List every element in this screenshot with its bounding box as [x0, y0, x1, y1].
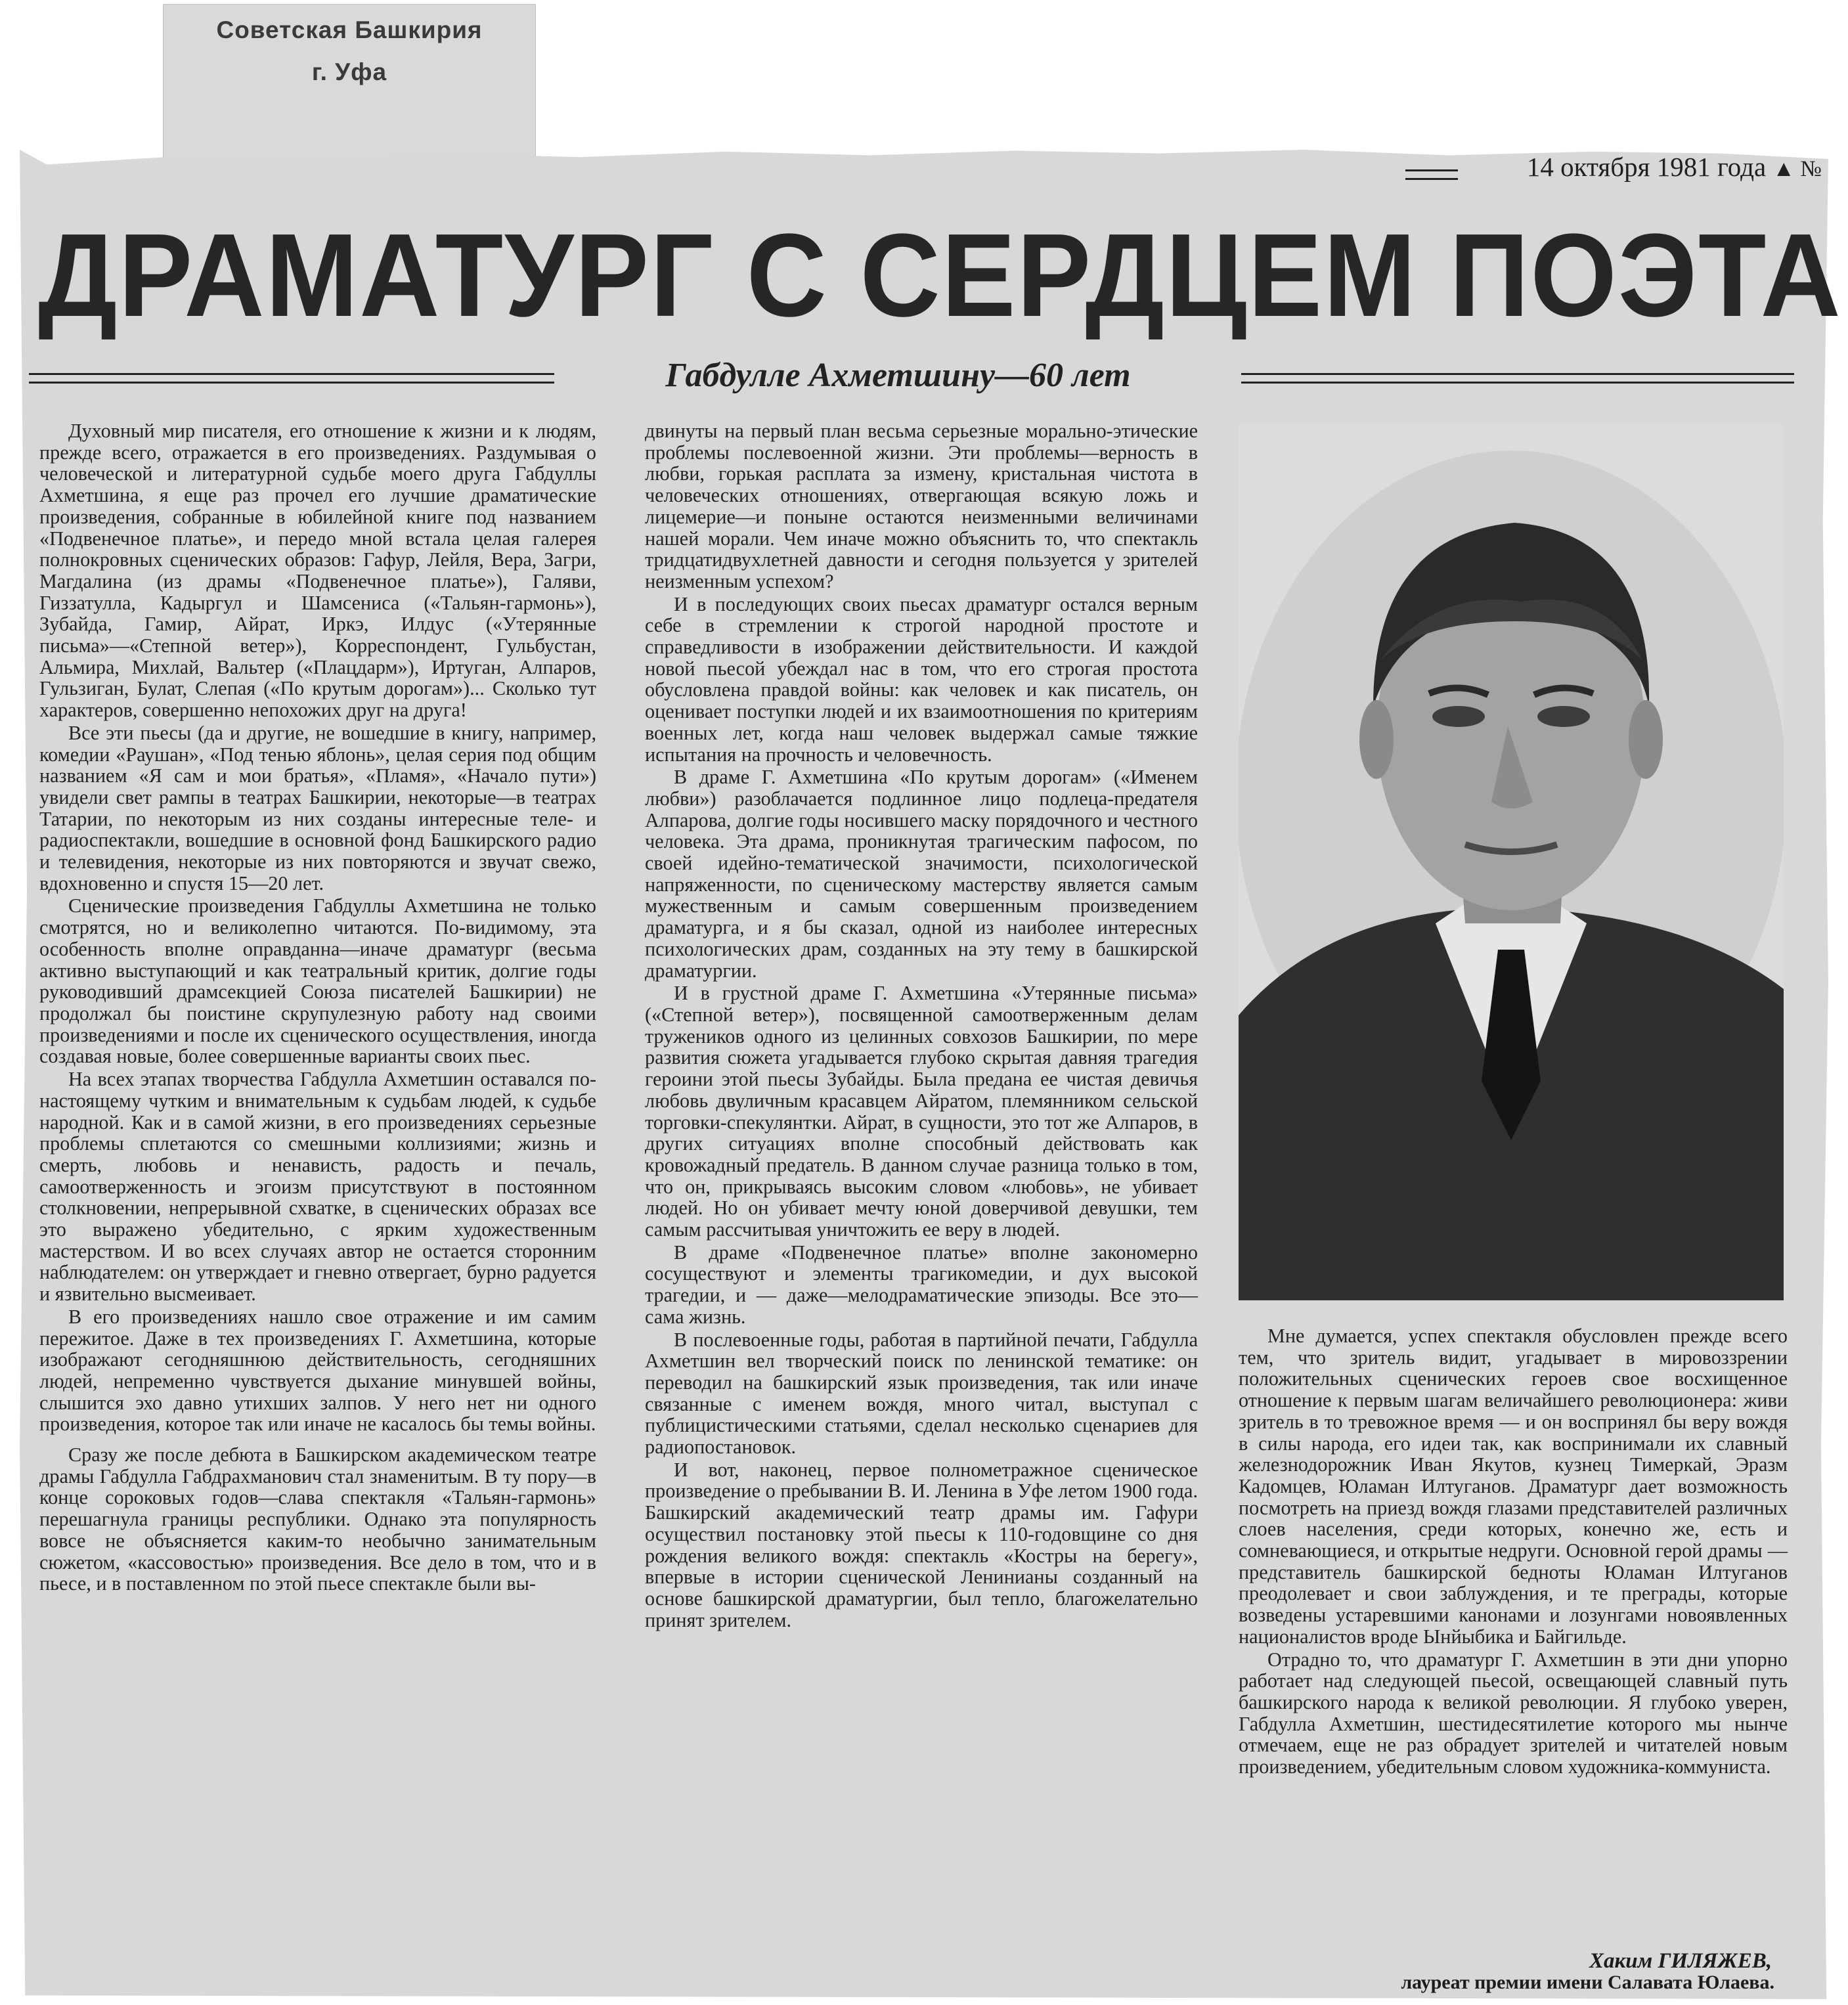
issue-number-marker: ▲ №	[1772, 157, 1822, 181]
paragraph: Отрадно то, что драматург Г. Ахметшин в эти дни упорно работает над следующей пьесой, освещающей славный путь башкирского народа к великой революции. Я глубоко уверен, Габдулла Ахметшин, шестидесятилетие которого мы нынче отмечаем, еще не раз обрадует зрителей и читателей новым произведением, убедительным словом художника-коммуниста.	[1239, 1648, 1788, 1778]
author-signature-name: Хаким ГИЛЯЖЕВ,	[1589, 1949, 1772, 1973]
subhead-rule-left	[29, 373, 554, 384]
article-column-1	[39, 420, 596, 1596]
paragraph: И в грустной драме Г. Ахметшина «Утерянные письма» («Степной ветер»), посвященной самоотверженным делам тружеников одного из целинных совхозов Башкирии, по мере развития сюжета угадывается глубоко скрытая давняя трагедия героини этой пьесы Зубайды. Была предана ее чистая девичья любовь двуличным красавцем Айратом, племянником сельской торговки-спекулянтки. Айрат, в сущности, это тот же Алпаров, в других ситуациях вполне способный действовать как кровожадный предатель. В данном случае разница только в том, что он, прикрываясь высоким словом «любовь», не убивает людей. Но он убивает мечту юной доверчивой девушки, тем самым рассчитывая уничтожить ее веру в людей.	[645, 982, 1198, 1241]
stamp-newspaper-name: Советская Башкирия	[216, 16, 483, 43]
newspaper-stamp	[163, 4, 536, 175]
paragraph: Сценические произведения Габдуллы Ахметшина не только смотрятся, но и великолепно читаются. По-видимому, эта особенность вполне оправданна—иначе драматург (весьма активно выступающий и как театральный критик, долгие годы руководивший драмсекцией Союза писателей Башкирии) не продолжал бы поистине скрупулезную работу над своими произведениями и после их сценического осуществления, иногда создавая новые, более совершенные варианты своих пьес.	[39, 894, 596, 1068]
paragraph: Все эти пьесы (да и другие, не вошедшие в книгу, например, комедии «Раушан», «Под тенью яблонь», целая серия под общим названием «Я сам и мои братья», «Пламя», «Начало пути») увидели свет рампы в театрах Башкирии, некоторые—в театрах Татарии, по некоторым из них созданы интересные теле- и радиоспектакли, вошедшие в основной фонд Башкирского радио и телевидения, некоторые из них повторяются и звучат свежо, вдохновенно и спустя 15—20 лет.	[39, 721, 596, 894]
subheadline: Габдулле Ахметшину—60 лет	[665, 357, 1131, 394]
paragraph: Сразу же после дебюта в Башкирском академическом театре драмы Габдулла Габдрахманович стал знаменитым. В ту пору—в конце сороковых годов—слава спектакля «Тальян-гармонь» перешагнула границы республики. Однако эта популярность вовсе не объясняется каким-то необычно занимательным сюжетом, «кассовостью» произведения. Все дело в том, что и в пьесе, и в поставленном по этой пьесе спектакле были вы-	[39, 1443, 596, 1595]
paragraph: И в последующих своих пьесах драматург остался верным себе в стремлении к строгой народной простоте и справедливости в изображении действительности. И каждой новой пьесой убеждал нас в том, что его строгая простота обусловлена правдой войны: как человек и как писатель, он оценивает поступки людей и их взаимоотношения по критериям военных лет, когда наш человек выдержал самые тяжкие испытания на прочность и человечность.	[645, 592, 1198, 766]
paragraph: Духовный мир писателя, его отношение к жизни и к людям, прежде всего, отражается в его произведениях. Раздумывая о человеческой и литературной судьбе моего друга Габдуллы Ахметшина, я еще раз прочел его лучшие драматические произведения, собранные в юбилейной книге под названием «Подвенечное платье», и передо мной встала целая галерея полнокровных сценических образов: Гафур, Лейля, Вера, Загри, Магдалина (из драмы «Подвенечное платье»), Галяви, Гиззатулла, Кадыргул и Шамсениса («Тальян-гармонь»), Зубайда, Гамир, Айрат, Иркэ, Илдус («Утерянные письма»—«Степной ветер»), Корреспондент, Гульбустан, Альмира, Михлай, Вальтер («Плацдарм»), Иртуган, Алпаров, Гульзиган, Булат, Слепая («По крутым дорогам»)... Сколько тут характеров, совершенно непохожих друг на друга!	[39, 420, 596, 722]
issue-date: 14 октября 1981 года	[1526, 152, 1767, 182]
author-signature-title: лауреат премии имени Салавата Юлаева.	[1401, 1972, 1774, 1993]
paragraph: двинуты на первый план весьма серьезные морально-этические проблемы послевоенной жизни. Эти проблемы—верность в любви, горькая расплата за измену, кристальная чистота в человеческих отношениях, отвергающая всякую ложь и лицемерие—и поныне остаются неизменными величинами нашей морали. Чем иначе можно объяснить то, что спектакль тридцатидвухлетней давности и сегодня пользуется у зрителей неизменным успехом?	[645, 420, 1198, 592]
paragraph: Мне думается, успех спектакля обусловлен прежде всего тем, что зритель видит, угадывает в мировоззрении положительных сценических героев свое восхищенное отношение к первым шагам величайшего революционера: живи зритель в то тревожное время — и он воспринял бы веру вождя в силы народа, его идеи так, как воспринимали их славный железнодорожник Иван Якутов, кузнец Тимеркай, Эразм Кадомцев, Юламан Илтуганов. Драматург дает возможность посмотреть на приезд вождя глазами представителей различных слоев населения, среди которых, конечно же, есть и сомневающиеся, и открытые недруги. Основной герой драмы — представитель башкирской бедноты Юламан Илтуганов преодолевает и свои заблуждения, и те преграды, которые возведены устаревшими канонами и лозунгами новоявленных националистов вроде Ынйыбика и Байгильде.	[1239, 1325, 1788, 1648]
article-column-3	[1239, 1325, 1788, 1779]
dateline	[1527, 151, 1822, 183]
article-column-2	[645, 420, 1198, 1632]
dateline-rule	[1405, 169, 1458, 180]
paragraph: В драме «Подвенечное платье» вполне закономерно сосуществуют и элементы трагикомедии, и дух высокой трагедии, и — даже—мелодраматические эпизоды. Все это—сама жизнь.	[645, 1241, 1198, 1328]
headline: ДРАМАТУРГ С СЕРДЦЕМ ПОЭТА	[38, 209, 1842, 342]
paragraph: В послевоенные годы, работая в партийной печати, Габдулла Ахметшин вел творческий поиск по ленинской тематике: он переводил на башкирский язык произведения, так или иначе связанные с именем вождя, много читал, выступал с публицистическими статьями, сделал несколько сценариев для радиопостановок.	[645, 1328, 1198, 1459]
paragraph: И вот, наконец, первое полнометражное сценическое произведение о пребывании В. И. Ленина в Уфе летом 1900 года. Башкирский академический театр драмы им. Гафури осуществил постановку этой пьесы к 110-годовщине со дня рождения великого вождя: спектакль «Костры на берегу», впервые в истории сценической Ленинианы созданный на основе башкирской драматургии, был тепло, благожелательно принят зрителем.	[645, 1458, 1198, 1631]
paragraph: На всех этапах творчества Габдулла Ахметшин оставался по-настоящему чутким и внимательным к судьбам людей, к судьбе народной. Как и в самой жизни, в его произведениях серьезные проблемы сплетаются со смешными коллизиями; жизнь и смерть, любовь и ненависть, радость и печаль, самоотверженность и эгоизм присутствуют в постоянном столкновении, непрерывной схватке, в сценических образах все это выражено убедительно, с ярким художественным мастерством. И во всех случаях автор не остается сторонним наблюдателем: он утверждает и гневно отвергает, бурно радуется и язвительно высмеивает.	[39, 1068, 596, 1306]
author-portrait-photo	[1239, 424, 1784, 1300]
paragraph: В драме Г. Ахметшина «По крутым дорогам» («Именем любви») разоблачается подлинное лицо подлеца-предателя Алпарова, долгие годы носившего маску порядочного и честного человека. Эта драма, проникнутая трагическим пафосом, по своей идейно-тематической значимости, психологической напряженности, по сценическому мастерству является самым мужественным и самым совершенным произведением драматурга, и я бы сказал, одной из наиболее интересных психологических драм, созданных на эту тему в башкирской драматургии.	[645, 766, 1198, 982]
stamp-city: г. Уфа	[311, 58, 387, 85]
subhead-rule-right	[1241, 373, 1794, 384]
paragraph: В его произведениях нашло свое отражение и им самим пережитое. Даже в тех произведениях Г. Ахметшина, которые изображают сегодняшнюю действительность, сегодняшних людей, непременно чувствуется дыхание минувшей войны, слышится эхо давно утихших залпов. У него нет ни одного произведения, которое так или иначе не касалось бы темы войны.	[39, 1305, 596, 1436]
